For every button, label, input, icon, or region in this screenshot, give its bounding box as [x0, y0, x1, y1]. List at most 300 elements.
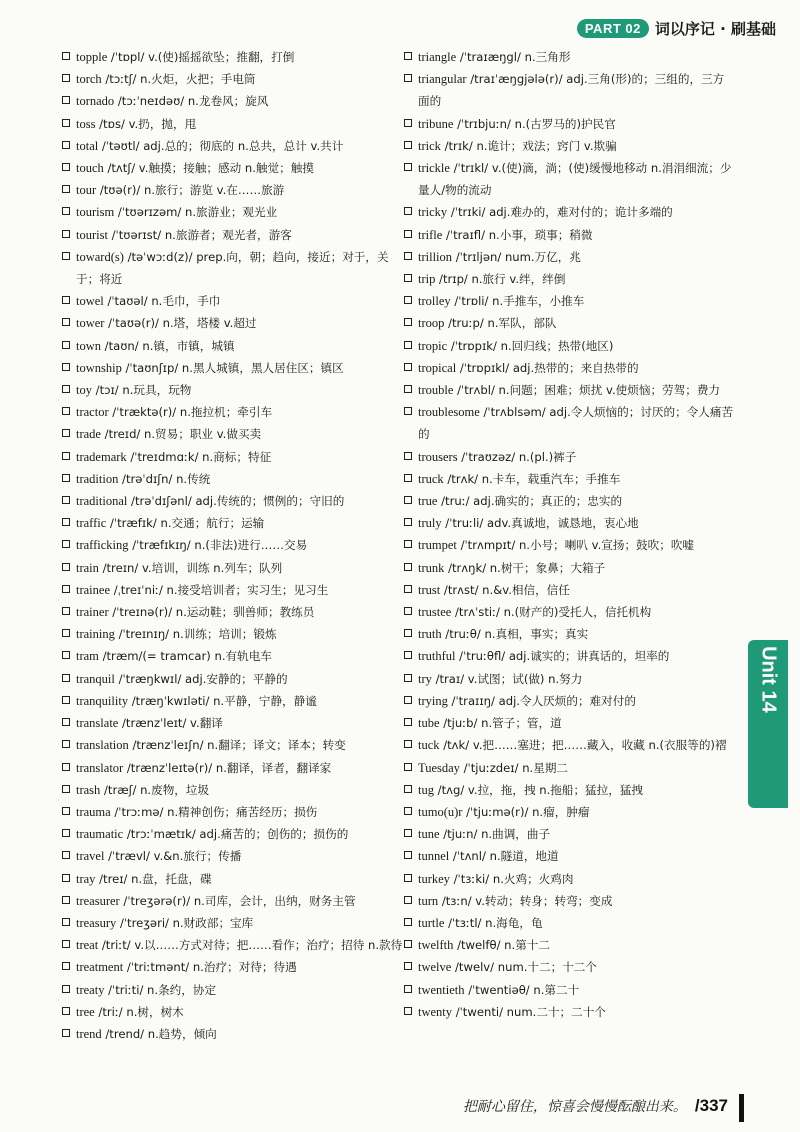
vocab-entry	[62, 335, 407, 357]
vocab-word: treasury	[76, 915, 117, 930]
vocab-definition: /ˈtreʒərə(r)/ n.司库，会计，出纳，财务主管	[119, 893, 356, 908]
lesson-label: Lesson 1	[757, 720, 780, 802]
vocab-definition: /ˈtrævl/ v.&n.旅行；传播	[104, 849, 242, 864]
checkbox-square-icon	[62, 385, 70, 393]
vocab-word: trumpet	[418, 538, 457, 553]
vocab-word: trustee	[418, 605, 452, 620]
vocab-definition: /træŋˈkwɪləti/ n.平静，宁静，静谧	[128, 693, 317, 708]
checkbox-square-icon	[62, 940, 70, 948]
vocab-entry	[62, 1023, 407, 1045]
checkbox-square-icon	[404, 651, 412, 659]
vocab-word: tumo(u)r	[418, 804, 463, 819]
checkbox-square-icon	[62, 474, 70, 482]
vocab-word: trainer	[76, 605, 109, 620]
vocab-definition: /ˈtwenti/ num.二十；二十个	[452, 1004, 606, 1019]
vocab-word: Tuesday	[418, 760, 460, 775]
vocab-word: tunnel	[418, 849, 450, 864]
vocab-word: tradition	[76, 471, 119, 486]
checkbox-square-icon	[62, 363, 70, 371]
checkbox-square-icon	[404, 896, 412, 904]
checkbox-square-icon	[404, 962, 412, 970]
vocab-word: triangular	[418, 72, 467, 87]
vocab-word: twelve	[418, 960, 452, 975]
vocab-word: tug	[418, 782, 434, 797]
vocab-definition: /tʊə(r)/ n.旅行；游览 v.在……旅游	[96, 183, 285, 198]
checkbox-square-icon	[404, 696, 412, 704]
vocab-definition: /tɒs/ v.扔，抛，甩	[95, 116, 197, 131]
vocab-word: treaty	[76, 982, 105, 997]
vocab-definition: /ˈtriːti/ n.条约，协定	[104, 982, 217, 997]
left-column	[62, 46, 407, 1045]
vocab-word: tricky	[418, 205, 448, 220]
vocab-entry	[404, 68, 734, 112]
checkbox-square-icon	[62, 563, 70, 571]
vocab-word: towel	[76, 294, 104, 309]
vocab-definition: /træm/(= tramcar) n.有轨电车	[98, 649, 272, 664]
vocab-entry	[404, 534, 734, 556]
vocab-entry	[62, 690, 407, 712]
vocab-definition: /træʃ/ n.废物，垃圾	[100, 782, 210, 797]
vocab-entry	[404, 890, 734, 912]
vocab-entry	[404, 246, 734, 268]
checkbox-square-icon	[62, 318, 70, 326]
vocab-entry	[404, 357, 734, 379]
vocab-entry	[404, 779, 734, 801]
vocab-entry	[404, 734, 734, 756]
right-column	[404, 46, 734, 1023]
vocab-word: truck	[418, 471, 444, 486]
checkbox-square-icon	[404, 230, 412, 238]
vocab-word: tribune	[418, 116, 454, 131]
vocab-word: tornado	[76, 94, 115, 109]
vocab-entry	[62, 734, 407, 756]
header-title: 词以序记 · 刷基础	[654, 19, 776, 38]
vocab-definition: /tɔɪ/ n.玩具，玩物	[91, 383, 192, 398]
vocab-entry	[62, 890, 407, 912]
checkbox-square-icon	[404, 407, 412, 415]
checkbox-square-icon	[404, 829, 412, 837]
vocab-entry	[62, 668, 407, 690]
checkbox-square-icon	[62, 119, 70, 127]
vocab-entry	[62, 46, 407, 68]
vocab-definition: /trʌˈstiː/ n.(财产的)受托人，信托机构	[451, 605, 652, 620]
vocab-word: trust	[418, 582, 441, 597]
vocab-definition: /trænzˈleɪʃn/ n.翻译；译文；译本；转变	[128, 738, 346, 753]
vocab-definition: /ˈtrɪki/ adj.难办的，难对付的；诡计多端的	[447, 205, 673, 220]
vocab-word: trunk	[418, 560, 445, 575]
vocab-entry	[62, 623, 407, 645]
vocab-entry	[62, 779, 407, 801]
checkbox-square-icon	[404, 341, 412, 349]
vocab-entry	[62, 956, 407, 978]
checkbox-square-icon	[62, 651, 70, 659]
vocab-entry	[404, 135, 734, 157]
vocab-definition: /ˈtrɪkl/ v.(使)滴，淌；(使)缓慢地移动 n.涓涓细流；少量人/物的流动	[418, 161, 732, 198]
checkbox-square-icon	[62, 696, 70, 704]
vocab-entry	[62, 357, 407, 379]
checkbox-square-icon	[404, 918, 412, 926]
vocab-word: tray	[76, 871, 96, 886]
vocab-definition: /ˈtaʊnʃɪp/ n.黑人城镇，黑人居住区；镇区	[121, 360, 344, 375]
vocab-entry	[404, 1001, 734, 1023]
vocab-word: toss	[76, 116, 96, 131]
checkbox-square-icon	[404, 318, 412, 326]
vocab-entry	[62, 801, 407, 823]
checkbox-square-icon	[404, 52, 412, 60]
vocab-definition: /treɪ/ n.盘，托盘，碟	[95, 871, 212, 886]
vocab-definition: /taʊn/ n.镇，市镇，城镇	[101, 338, 235, 353]
checkbox-square-icon	[62, 807, 70, 815]
vocab-definition: /ˈtʌnl/ n.隧道，地道	[449, 849, 559, 864]
checkbox-square-icon	[62, 740, 70, 748]
vocab-word: trickle	[418, 161, 450, 176]
checkbox-square-icon	[404, 851, 412, 859]
vocab-entry	[404, 290, 734, 312]
checkbox-square-icon	[62, 763, 70, 771]
vocab-entry	[62, 157, 407, 179]
vocab-word: tube	[418, 716, 440, 731]
vocab-definition: /ˈtrɒpɪk/ n.回归线；热带(地区)	[447, 338, 614, 353]
vocab-entry	[404, 446, 734, 468]
checkbox-square-icon	[62, 141, 70, 149]
vocab-entry	[404, 934, 734, 956]
vocab-word: trafficking	[76, 538, 129, 553]
checkbox-square-icon	[62, 341, 70, 349]
vocab-definition: /ˈtræfɪkɪŋ/ n.(非法)进行……交易	[128, 538, 308, 553]
vocab-word: translate	[76, 716, 119, 731]
vocab-word: twelfth	[418, 938, 454, 953]
vocab-word: trolley	[418, 294, 451, 309]
vocab-word: tourist	[76, 227, 108, 242]
vocab-word: turn	[418, 893, 439, 908]
vocab-definition: /ˈtjuːzdeɪ/ n.星期二	[459, 760, 569, 775]
footer-bar	[739, 1094, 744, 1122]
vocab-entry	[62, 401, 407, 423]
vocab-definition: /ˈtraɪæŋgl/ n.三角形	[456, 50, 571, 64]
vocab-definition: /ˈtjuːmə(r)/ n.瘤，肿瘤	[462, 804, 590, 819]
checkbox-square-icon	[62, 1007, 70, 1015]
checkbox-square-icon	[62, 540, 70, 548]
vocab-entry	[62, 179, 407, 201]
vocab-word: traumatic	[76, 827, 124, 842]
vocab-word: trip	[418, 272, 436, 287]
checkbox-square-icon	[404, 452, 412, 460]
vocab-definition: /tʌk/ v.把……塞进；把……藏入，收藏 n.(衣服等的)褶	[439, 738, 727, 753]
vocab-definition: /ˈtʊərɪst/ n.旅游者；观光者，游客	[107, 227, 292, 242]
checkbox-square-icon	[62, 985, 70, 993]
vocab-definition: /ˈtruːθfl/ adj.诚实的；讲真话的，坦率的	[455, 649, 670, 664]
vocab-word: trouble	[418, 383, 454, 398]
vocab-word: trifle	[418, 227, 443, 242]
vocab-entry	[404, 335, 734, 357]
checkbox-square-icon	[404, 718, 412, 726]
checkbox-square-icon	[404, 141, 412, 149]
vocab-entry	[404, 868, 734, 890]
vocab-entry	[404, 601, 734, 623]
vocab-word: train	[76, 560, 99, 575]
vocab-entry	[62, 246, 407, 290]
vocab-word: traditional	[76, 494, 128, 509]
vocab-definition: /trʌk/ n.卡车，载重汽车；手推车	[443, 471, 621, 486]
vocab-definition: /ˈtraɪɪŋ/ adj.令人厌烦的；难对付的	[447, 693, 636, 708]
vocab-entry	[62, 135, 407, 157]
vocab-definition: /truːp/ n.军队，部队	[444, 316, 557, 331]
checkbox-square-icon	[62, 230, 70, 238]
checkbox-square-icon	[404, 763, 412, 771]
checkbox-square-icon	[62, 452, 70, 460]
vocab-word: toward(s)	[76, 249, 124, 264]
checkbox-square-icon	[62, 874, 70, 882]
vocab-definition: /trɪp/ n.旅行 v.绊，绊倒	[435, 272, 566, 287]
vocab-definition: /ˈtrɒli/ n.手推车，小推车	[450, 294, 585, 309]
checkbox-square-icon	[62, 207, 70, 215]
vocab-definition: /ˈtrɪbjuːn/ n.(古罗马的)护民官	[453, 116, 616, 131]
vocab-entry	[404, 979, 734, 1001]
checkbox-square-icon	[404, 740, 412, 748]
vocab-word: treasurer	[76, 893, 120, 908]
vocab-word: traffic	[76, 516, 107, 531]
vocab-definition: /trəˈdɪʃənl/ adj.传统的；惯例的；守旧的	[127, 494, 345, 509]
vocab-definition: /triːt/ v.以……方式对待；把……看作；治疗；招待 n.款待	[98, 938, 403, 953]
vocab-entry	[62, 90, 407, 112]
checkbox-square-icon	[404, 629, 412, 637]
checkbox-square-icon	[404, 985, 412, 993]
vocab-word: tower	[76, 316, 105, 331]
vocab-definition: /trɔːˈmætɪk/ adj.痛苦的；创伤的；损伤的	[123, 827, 349, 842]
vocab-definition: /ˈtrʌbl/ n.问题；困难；烦扰 v.使烦恼；劳驾；费力	[453, 383, 721, 398]
vocab-word: triangle	[418, 50, 457, 64]
vocab-definition: /truːθ/ n.真相，事实；真实	[441, 627, 589, 642]
vocab-definition: /ˈtrɒpɪkl/ adj.热带的；来自热带的	[456, 360, 639, 375]
vocab-definition: /trend/ n.趋势，倾向	[101, 1026, 217, 1041]
vocab-entry	[404, 113, 734, 135]
vocab-word: twentieth	[418, 982, 465, 997]
vocab-entry	[62, 868, 407, 890]
vocab-word: township	[76, 360, 122, 375]
checkbox-square-icon	[62, 429, 70, 437]
page-header	[577, 17, 776, 39]
vocab-word: trainee	[76, 582, 111, 597]
vocab-entry	[404, 312, 734, 334]
vocab-entry	[62, 845, 407, 867]
checkbox-square-icon	[62, 785, 70, 793]
vocab-entry	[404, 712, 734, 734]
checkbox-square-icon	[404, 119, 412, 127]
vocab-definition: /ˈtriːtmənt/ n.治疗；对待；待遇	[123, 960, 297, 975]
vocab-definition: /ˈtruːli/ adv.真诚地，诚恳地，衷心地	[441, 516, 639, 531]
vocab-word: tune	[418, 827, 440, 842]
vocab-definition: /trɪk/ n.诡计；戏法；窍门 v.欺骗	[440, 138, 617, 153]
checkbox-square-icon	[62, 829, 70, 837]
checkbox-square-icon	[404, 296, 412, 304]
vocab-definition: /trʌst/ n.&v.相信，信任	[440, 582, 570, 597]
checkbox-square-icon	[62, 607, 70, 615]
vocab-word: truthful	[418, 649, 456, 664]
vocab-word: travel	[76, 849, 105, 864]
checkbox-square-icon	[404, 585, 412, 593]
checkbox-square-icon	[404, 874, 412, 882]
vocab-definition: /ˈtreɪnə(r)/ n.运动鞋；驯兽师；教练员	[108, 605, 315, 620]
unit-lesson-label	[757, 646, 780, 802]
checkbox-square-icon	[62, 74, 70, 82]
vocab-entry	[62, 579, 407, 601]
vocab-word: trousers	[418, 449, 458, 464]
vocab-definition: /ˈtɒpl/ v.(使)摇摇欲坠；推翻，打倒	[107, 50, 295, 64]
vocab-entry	[404, 401, 734, 445]
vocab-definition: /ˈtaʊəl/ n.毛巾，手巾	[103, 294, 221, 309]
vocab-definition: /ˈtræktə(r)/ n.拖拉机；牵引车	[108, 405, 273, 420]
vocab-word: troop	[418, 316, 445, 331]
checkbox-square-icon	[404, 674, 412, 682]
vocab-definition: /ˌtreɪˈniː/ n.接受培训者；实习生；见习生	[110, 582, 329, 597]
vocab-definition: /treɪn/ v.培训，训练 n.列车；队列	[98, 560, 283, 575]
vocab-entry	[404, 823, 734, 845]
vocab-definition: /ˈtraɪfl/ n.小事，琐事；稍微	[442, 227, 593, 242]
page-number: /337	[694, 1096, 728, 1115]
checkbox-square-icon	[404, 363, 412, 371]
vocab-entry	[404, 623, 734, 645]
vocab-definition: /ˈtreɪnɪŋ/ n.训练；培训；锻炼	[114, 627, 277, 642]
checkbox-square-icon	[62, 918, 70, 926]
vocab-definition: /trænzˈleɪtə(r)/ n.翻译，译者，翻译家	[123, 760, 332, 775]
checkbox-square-icon	[404, 252, 412, 260]
vocab-entry	[404, 668, 734, 690]
vocab-entry	[62, 823, 407, 845]
vocab-entry	[62, 601, 407, 623]
vocab-definition: /ˈtrʌblsəm/ adj.令人烦恼的；讨厌的；令人痛苦的	[418, 405, 734, 442]
vocab-entry	[404, 579, 734, 601]
vocab-entry	[404, 845, 734, 867]
vocab-word: true	[418, 494, 438, 509]
vocab-word: treat	[76, 938, 99, 953]
checkbox-square-icon	[404, 1007, 412, 1015]
part-badge: PART 02	[577, 19, 649, 38]
checkbox-square-icon	[62, 962, 70, 970]
vocab-word: truth	[418, 627, 442, 642]
vocab-word: tourism	[76, 205, 115, 220]
vocab-definition: /ˈtræfɪk/ n.交通；航行；运输	[106, 516, 265, 531]
vocab-definition: /tɔːˈneɪdəʊ/ n.龙卷风；旋风	[114, 94, 269, 109]
vocab-word: turkey	[418, 871, 450, 886]
vocab-entry	[62, 534, 407, 556]
vocab-definition: /ˈtɜːtl/ n.海龟，龟	[444, 915, 543, 930]
footer-motto: 把耐心留住，惊喜会慢慢酝酿出来。	[462, 1099, 687, 1115]
vocab-word: trash	[76, 782, 101, 797]
unit-label: Unit 14	[757, 646, 780, 713]
vocab-entry	[62, 512, 407, 534]
vocab-definition: /twelv/ num.十二；十二个	[451, 960, 597, 975]
vocab-definition: /ˈtrɔːmə/ n.精神创伤；痛苦经历；损伤	[110, 804, 318, 819]
checkbox-square-icon	[404, 385, 412, 393]
vocab-definition: /ˈtraʊzəz/ n.(pl.)裤子	[457, 449, 577, 464]
vocab-definition: /tjuːn/ n.曲调，曲子	[439, 827, 551, 842]
checkbox-square-icon	[62, 185, 70, 193]
checkbox-square-icon	[62, 496, 70, 504]
vocab-entry	[404, 268, 734, 290]
vocab-definition: /trʌŋk/ n.树干；象鼻；大箱子	[444, 560, 606, 575]
vocab-word: trademark	[76, 449, 127, 464]
vocab-definition: /trəˈdɪʃn/ n.传统	[118, 471, 211, 486]
checkbox-square-icon	[62, 851, 70, 859]
vocab-word: trauma	[76, 804, 111, 819]
vocab-word: translation	[76, 738, 129, 753]
vocab-definition: /trænzˈleɪt/ v.翻译	[118, 716, 223, 731]
vocab-word: topple	[76, 50, 108, 64]
checkbox-square-icon	[404, 163, 412, 171]
vocab-entry	[62, 1001, 407, 1023]
vocab-entry	[62, 312, 407, 334]
vocab-definition: /tɜːn/ v.转动；转身；转弯；变成	[438, 893, 613, 908]
checkbox-square-icon	[62, 585, 70, 593]
vocab-word: turtle	[418, 915, 445, 930]
vocab-word: translator	[76, 760, 124, 775]
vocab-word: tram	[76, 649, 99, 664]
vocab-entry	[62, 423, 407, 445]
vocab-entry	[62, 468, 407, 490]
checkbox-square-icon	[62, 1029, 70, 1037]
vocab-definition: /ˈtreɪdmɑːk/ n.商标；特征	[126, 449, 272, 464]
checkbox-square-icon	[404, 940, 412, 948]
checkbox-square-icon	[62, 674, 70, 682]
checkbox-square-icon	[404, 274, 412, 282]
vocab-word: total	[76, 138, 99, 153]
vocab-definition: /twelfθ/ n.第十二	[453, 938, 550, 953]
checkbox-square-icon	[404, 496, 412, 504]
checkbox-square-icon	[404, 74, 412, 82]
vocab-word: trick	[418, 138, 441, 153]
vocab-entry	[62, 113, 407, 135]
vocab-entry	[62, 490, 407, 512]
vocab-entry	[62, 68, 407, 90]
vocab-entry	[62, 290, 407, 312]
vocab-word: trend	[76, 1026, 102, 1041]
vocab-word: training	[76, 627, 115, 642]
vocab-word: try	[418, 671, 432, 686]
checkbox-square-icon	[404, 207, 412, 215]
vocab-word: tour	[76, 183, 97, 198]
checkbox-square-icon	[404, 563, 412, 571]
vocab-definition: /treɪd/ n.贸易；职业 v.做买卖	[100, 427, 262, 442]
checkbox-square-icon	[62, 163, 70, 171]
vocab-word: twenty	[418, 1004, 453, 1019]
vocab-entry	[404, 379, 734, 401]
checkbox-square-icon	[404, 474, 412, 482]
vocab-entry	[62, 979, 407, 1001]
vocab-definition: /tɔːtʃ/ n.火炬，火把；手电筒	[101, 72, 256, 87]
vocab-entry	[62, 645, 407, 667]
vocab-definition: /təˈwɔːd(z)/ prep.向，朝；趋向，接近；对于，关于；将近	[76, 249, 389, 287]
vocab-entry	[62, 224, 407, 246]
vocab-word: treatment	[76, 960, 124, 975]
page-footer	[463, 1096, 728, 1116]
vocab-word: town	[76, 338, 101, 353]
vocab-definition: /ˈtrɪljən/ num.万亿，兆	[452, 249, 581, 264]
vocab-entry	[404, 46, 734, 68]
vocab-entry	[404, 512, 734, 534]
vocab-entry	[404, 956, 734, 978]
vocab-entry	[404, 801, 734, 823]
vocab-entry	[62, 712, 407, 734]
vocab-definition: /ˈtʊərɪzəm/ n.旅游业；观光业	[114, 205, 278, 220]
checkbox-square-icon	[404, 807, 412, 815]
vocab-entry	[404, 557, 734, 579]
vocab-entry	[404, 690, 734, 712]
vocab-entry	[404, 201, 734, 223]
vocab-word: troublesome	[418, 405, 480, 420]
vocab-word: toy	[76, 383, 92, 398]
vocab-entry	[404, 490, 734, 512]
vocab-entry	[62, 201, 407, 223]
